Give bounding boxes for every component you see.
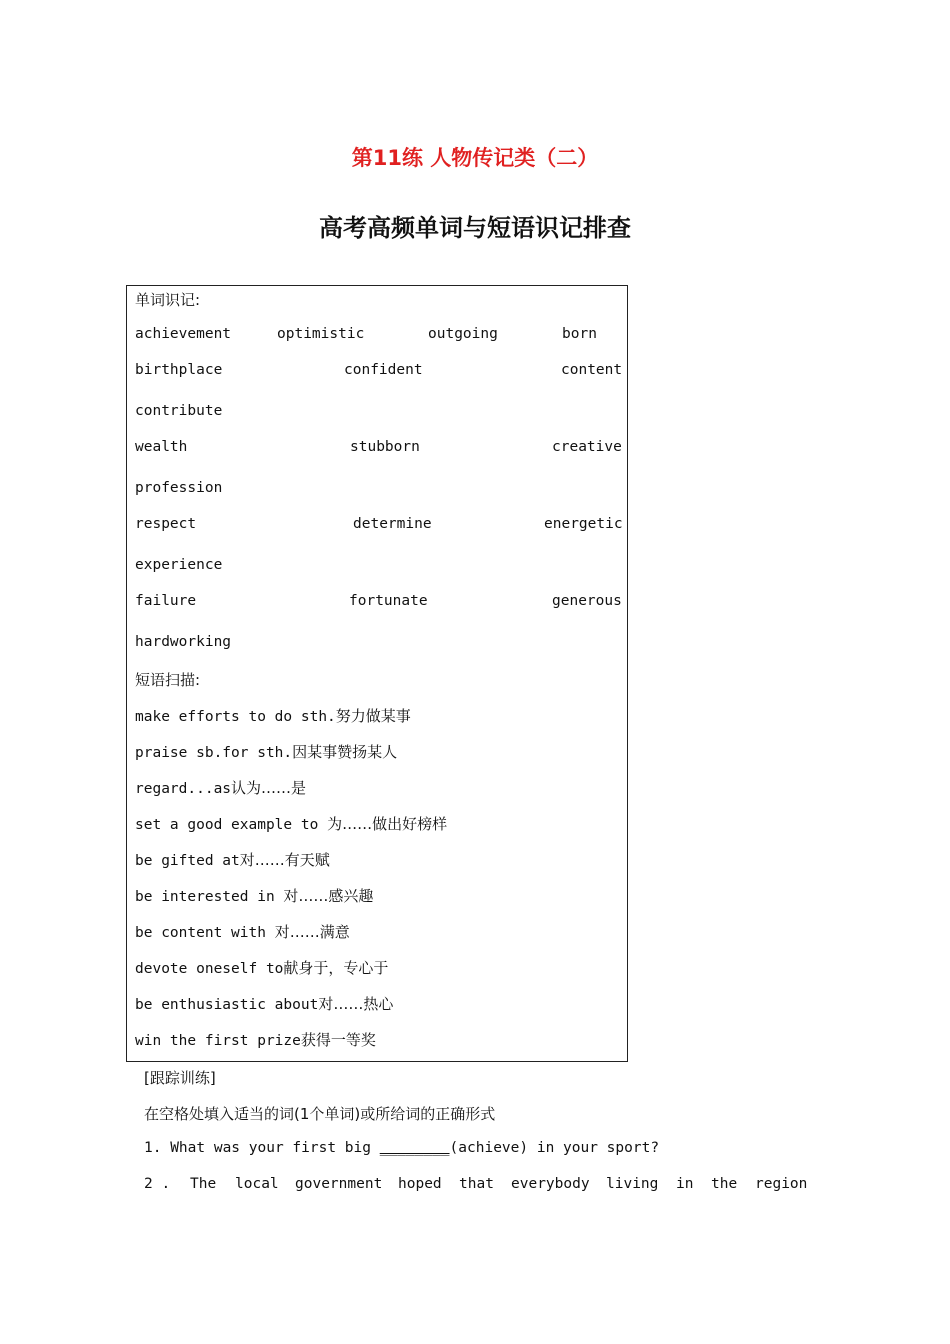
word: profession [135, 480, 223, 496]
q2-word: that [459, 1176, 494, 1192]
phrase-item [135, 705, 411, 726]
phrase-cn: 对……满意 [274, 923, 350, 941]
q2-word: 2 . [144, 1176, 171, 1192]
phrase-en: be gifted at [135, 853, 240, 869]
phrase-en: be interested in [135, 889, 284, 905]
phrase-en: win the first prize [135, 1033, 301, 1049]
q2-word: in [676, 1176, 694, 1192]
phrase-en: set a good example to [135, 817, 328, 833]
phrase-en: be enthusiastic about [135, 997, 319, 1013]
phrase-en: make efforts to do sth. [135, 709, 336, 725]
phrases-heading: 短语扫描: [135, 671, 201, 689]
q2-word: local [235, 1176, 279, 1192]
word: hardworking [135, 634, 232, 650]
phrase-en: praise sb.for sth. [135, 745, 293, 761]
phrase-cn: 对……热心 [318, 995, 394, 1013]
word: generous [552, 593, 622, 609]
phrase-cn: 认为……是 [231, 779, 307, 797]
phrase-item [135, 813, 447, 834]
phrase-cn: 努力做某事 [335, 707, 411, 725]
q1-text-before: 1. What was your first big [144, 1140, 380, 1156]
section-label: [跟踪训练] [144, 1069, 216, 1087]
word: stubborn [350, 439, 420, 455]
q1-blank[interactable]: ________ [379, 1140, 450, 1156]
word: creative [552, 439, 622, 455]
word: wealth [135, 439, 188, 455]
phrase-en: be content with [135, 925, 275, 941]
word: content [561, 362, 623, 378]
phrase-en: devote oneself to [135, 961, 284, 977]
phrase-cn: 获得一等奖 [300, 1031, 376, 1049]
q2-word: region [755, 1176, 808, 1192]
phrase-item [135, 885, 373, 906]
q2-word: hoped [398, 1176, 442, 1192]
phrase-cn: 因某事赞扬某人 [292, 743, 398, 761]
q2-word: The [190, 1176, 217, 1192]
question-1 [144, 1140, 659, 1156]
q2-word: everybody [511, 1176, 590, 1192]
exercise-instruction: 在空格处填入适当的词(1个单词)或所给词的正确形式 [144, 1105, 496, 1123]
words-heading: 单词识记: [135, 291, 201, 309]
phrase-item [135, 921, 350, 942]
word: optimistic [277, 326, 365, 342]
word: energetic [544, 516, 623, 532]
phrase-item [135, 957, 388, 978]
word: fortunate [349, 593, 428, 609]
word: respect [135, 516, 197, 532]
vocabulary-box [126, 285, 628, 1062]
word: failure [135, 593, 197, 609]
word: achievement [135, 326, 232, 342]
phrase-item [135, 993, 393, 1014]
phrase-cn: 对……有天赋 [239, 851, 330, 869]
phrase-item [135, 741, 397, 762]
phrase-en: regard...as [135, 781, 232, 797]
phrase-item [135, 849, 330, 870]
main-title: 高考高频单词与短语识记排查 [319, 214, 631, 242]
q2-word: government [295, 1176, 383, 1192]
word: experience [135, 557, 223, 573]
phrase-item [135, 777, 306, 798]
phrase-cn: 为……做出好榜样 [327, 815, 448, 833]
lesson-title: 第11练 人物传记类（二） [351, 146, 599, 170]
word: outgoing [428, 326, 498, 342]
q2-word: the [711, 1176, 738, 1192]
phrase-item [135, 1029, 376, 1050]
phrase-cn: 献身于，专心于 [283, 959, 389, 977]
word: contribute [135, 403, 223, 419]
word: birthplace [135, 362, 223, 378]
q2-word: living [606, 1176, 659, 1192]
word: confident [344, 362, 423, 378]
word: determine [353, 516, 432, 532]
word: born [562, 326, 597, 342]
phrase-cn: 对……感兴趣 [283, 887, 374, 905]
q1-text-after: (achieve) in your sport? [449, 1140, 660, 1156]
